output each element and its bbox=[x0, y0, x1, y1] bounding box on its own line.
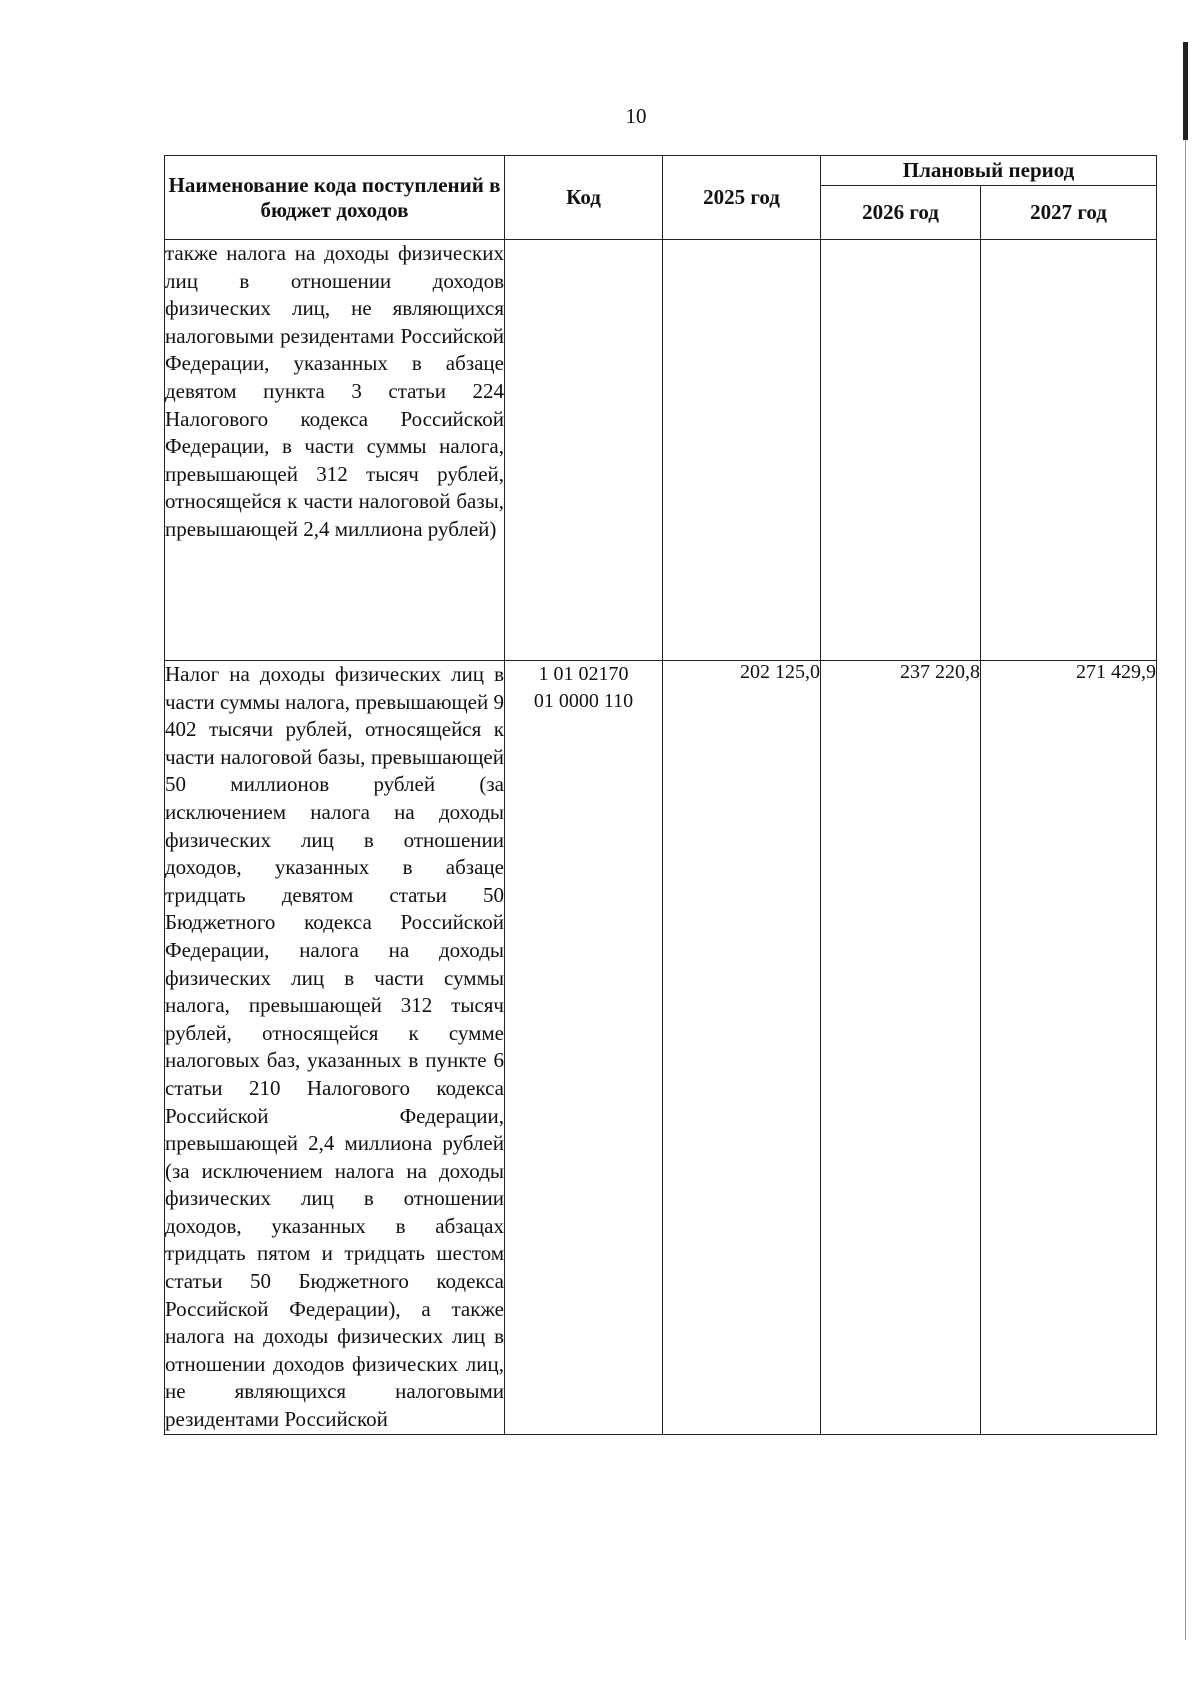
scan-edge-mark bbox=[1183, 42, 1188, 140]
code-line: 1 01 02170 bbox=[538, 663, 629, 685]
code-line: 01 0000 110 bbox=[533, 690, 634, 712]
header-year-2026: 2026 год bbox=[821, 186, 981, 240]
code-cell bbox=[505, 661, 663, 1435]
scan-edge-line bbox=[1185, 140, 1186, 1640]
amount-2025-cell: 202 125,0 bbox=[663, 661, 821, 1435]
header-year-2025: 2025 год bbox=[663, 156, 821, 240]
amount-2027-cell bbox=[981, 240, 1157, 661]
header-year-2027: 2027 год bbox=[981, 186, 1157, 240]
table-row bbox=[165, 661, 1157, 1435]
header-code: Код bbox=[505, 156, 663, 240]
revenue-name-cell: Налог на доходы физических лиц в части суммы налога, превышающей 9 402 тысячи рублей, относящейся к части налоговой базы, превышающей 50 миллионов рублей (за исключением налога на доходы физических лиц в отношении доходов, указанных в абзаце тридцать девятом статьи 50 Бюджетного кодекса Российской Федерации, налога на доходы физических лиц в части суммы налога, превышающей 312 тысяч рублей, относящейся к сумме налоговых баз, указанных в пункте 6 статьи 210 Налогового кодекса Российской Федерации, превышающей 2,4 миллиона рублей (за исключением налога на доходы физических лиц в отношении доходов, указанных в абзацах тридцать пятом и тридцать шестом статьи 50 Бюджетного кодекса Российской Федерации), а также налога на доходы физических лиц в отношении доходов физических лиц, не являющихся налоговыми резидентами Российской bbox=[165, 661, 505, 1435]
budget-revenue-table bbox=[164, 155, 1157, 1435]
code-cell bbox=[505, 240, 663, 661]
amount-2027-cell: 271 429,9 bbox=[981, 661, 1157, 1435]
revenue-name-cell: также налога на доходы физических лиц в отношении доходов физических лиц, не являющихся налоговыми резидентами Российской Федерации, указанных в абзаце девятом пункта 3 статьи 224 Налогового кодекса Российской Федерации, в части суммы налога, превышающей 312 тысяч рублей, относящейся к части налоговой базы, превышающей 2,4 миллиона рублей) bbox=[165, 240, 505, 661]
table-row bbox=[165, 240, 1157, 661]
amount-2026-cell: 237 220,8 bbox=[821, 661, 981, 1435]
header-revenue-name: Наименование кода поступлений в бюджет доходов bbox=[165, 156, 505, 240]
amount-2025-cell bbox=[663, 240, 821, 661]
page-number: 10 bbox=[625, 104, 647, 128]
header-planned-period: Плановый период bbox=[821, 156, 1157, 186]
amount-2026-cell bbox=[821, 240, 981, 661]
